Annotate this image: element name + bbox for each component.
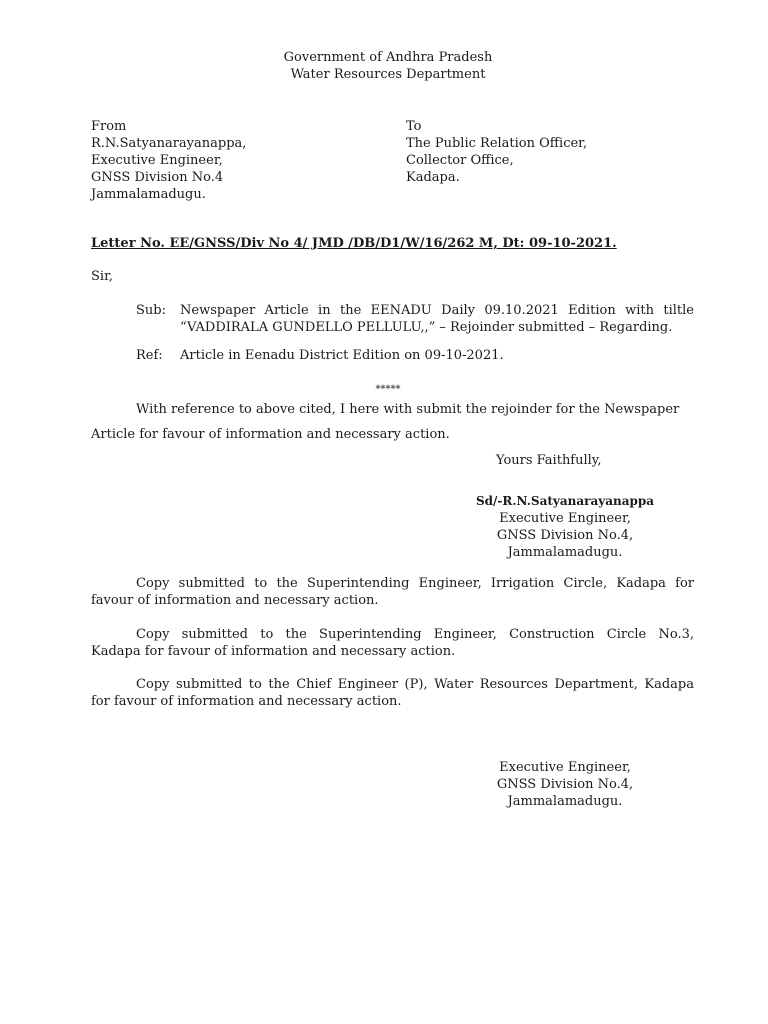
- to-line: The Public Relation Officer,: [406, 136, 588, 151]
- copy-paragraph: [91, 626, 694, 660]
- to-block: [406, 118, 587, 186]
- footer-signature-line: GNSS Division No.4,: [496, 777, 634, 792]
- to-line: Collector Office,: [406, 153, 514, 168]
- from-label: From: [91, 119, 127, 134]
- footer-signature-line: Jammalamadugu.: [507, 794, 623, 809]
- copy-paragraph: [91, 575, 694, 609]
- body-line: Article for favour of information and necessary action.: [91, 427, 450, 442]
- header-department: Water Resources Department: [290, 67, 486, 82]
- copy-line: favour of information and necessary action.: [91, 593, 379, 608]
- copy-line: Copy submitted to the Superintending Engineer, Irrigation Circle, Kadapa for: [136, 576, 694, 591]
- letter-header: [0, 49, 768, 83]
- salutation: Sir,: [91, 269, 113, 284]
- copy-line: Copy submitted to the Superintending Engineer, Construction Circle No.3,: [136, 627, 694, 642]
- to-line: Kadapa.: [406, 170, 460, 185]
- from-line: Executive Engineer,: [91, 153, 223, 168]
- to-label: To: [406, 119, 422, 134]
- signature-name: Sd/-R.N.Satyanarayanappa: [475, 494, 655, 508]
- subject-line: “VADDIRALA GUNDELLO PELLULU,,” – Rejoinder submitted – Regarding.: [180, 320, 673, 335]
- from-line: GNSS Division No.4: [91, 170, 224, 185]
- body-line: With reference to above cited, I here with submit the rejoinder for the Newspaper: [136, 402, 680, 417]
- signature-line: Jammalamadugu.: [507, 545, 623, 560]
- from-block: [91, 118, 246, 203]
- letter-number: Letter No. EE/GNSS/Div No 4/ JMD /DB/D1/W/16/262 M, Dt: 09-10-2021.: [91, 236, 617, 251]
- copy-line: Copy submitted to the Chief Engineer (P), Water Resources Department, Kadapa: [136, 677, 694, 692]
- signature-block: [450, 493, 680, 561]
- signature-line: GNSS Division No.4,: [496, 528, 634, 543]
- reference-label: Ref:: [136, 348, 163, 363]
- footer-signature-block: [450, 759, 680, 810]
- closing: Yours Faithfully,: [496, 453, 602, 468]
- separator-stars: *****: [375, 384, 401, 395]
- subject-line: Newspaper Article in the EENADU Daily 09.10.2021 Edition with tiltle: [180, 303, 694, 318]
- from-line: R.N.Satyanarayanappa,: [91, 136, 247, 151]
- header-government: Government of Andhra Pradesh: [283, 50, 493, 65]
- subject-block: [136, 302, 694, 336]
- copy-paragraph: [91, 676, 694, 710]
- copy-line: for favour of information and necessary action.: [91, 694, 402, 709]
- reference-block: [136, 347, 504, 364]
- signature-line: Executive Engineer,: [499, 511, 631, 526]
- copy-line: Kadapa for favour of information and necessary action.: [91, 644, 456, 659]
- from-line: Jammalamadugu.: [91, 187, 206, 202]
- subject-label: Sub:: [136, 303, 166, 318]
- footer-signature-line: Executive Engineer,: [499, 760, 631, 775]
- reference-text: Article in Eenadu District Edition on 09-10-2021.: [180, 348, 504, 363]
